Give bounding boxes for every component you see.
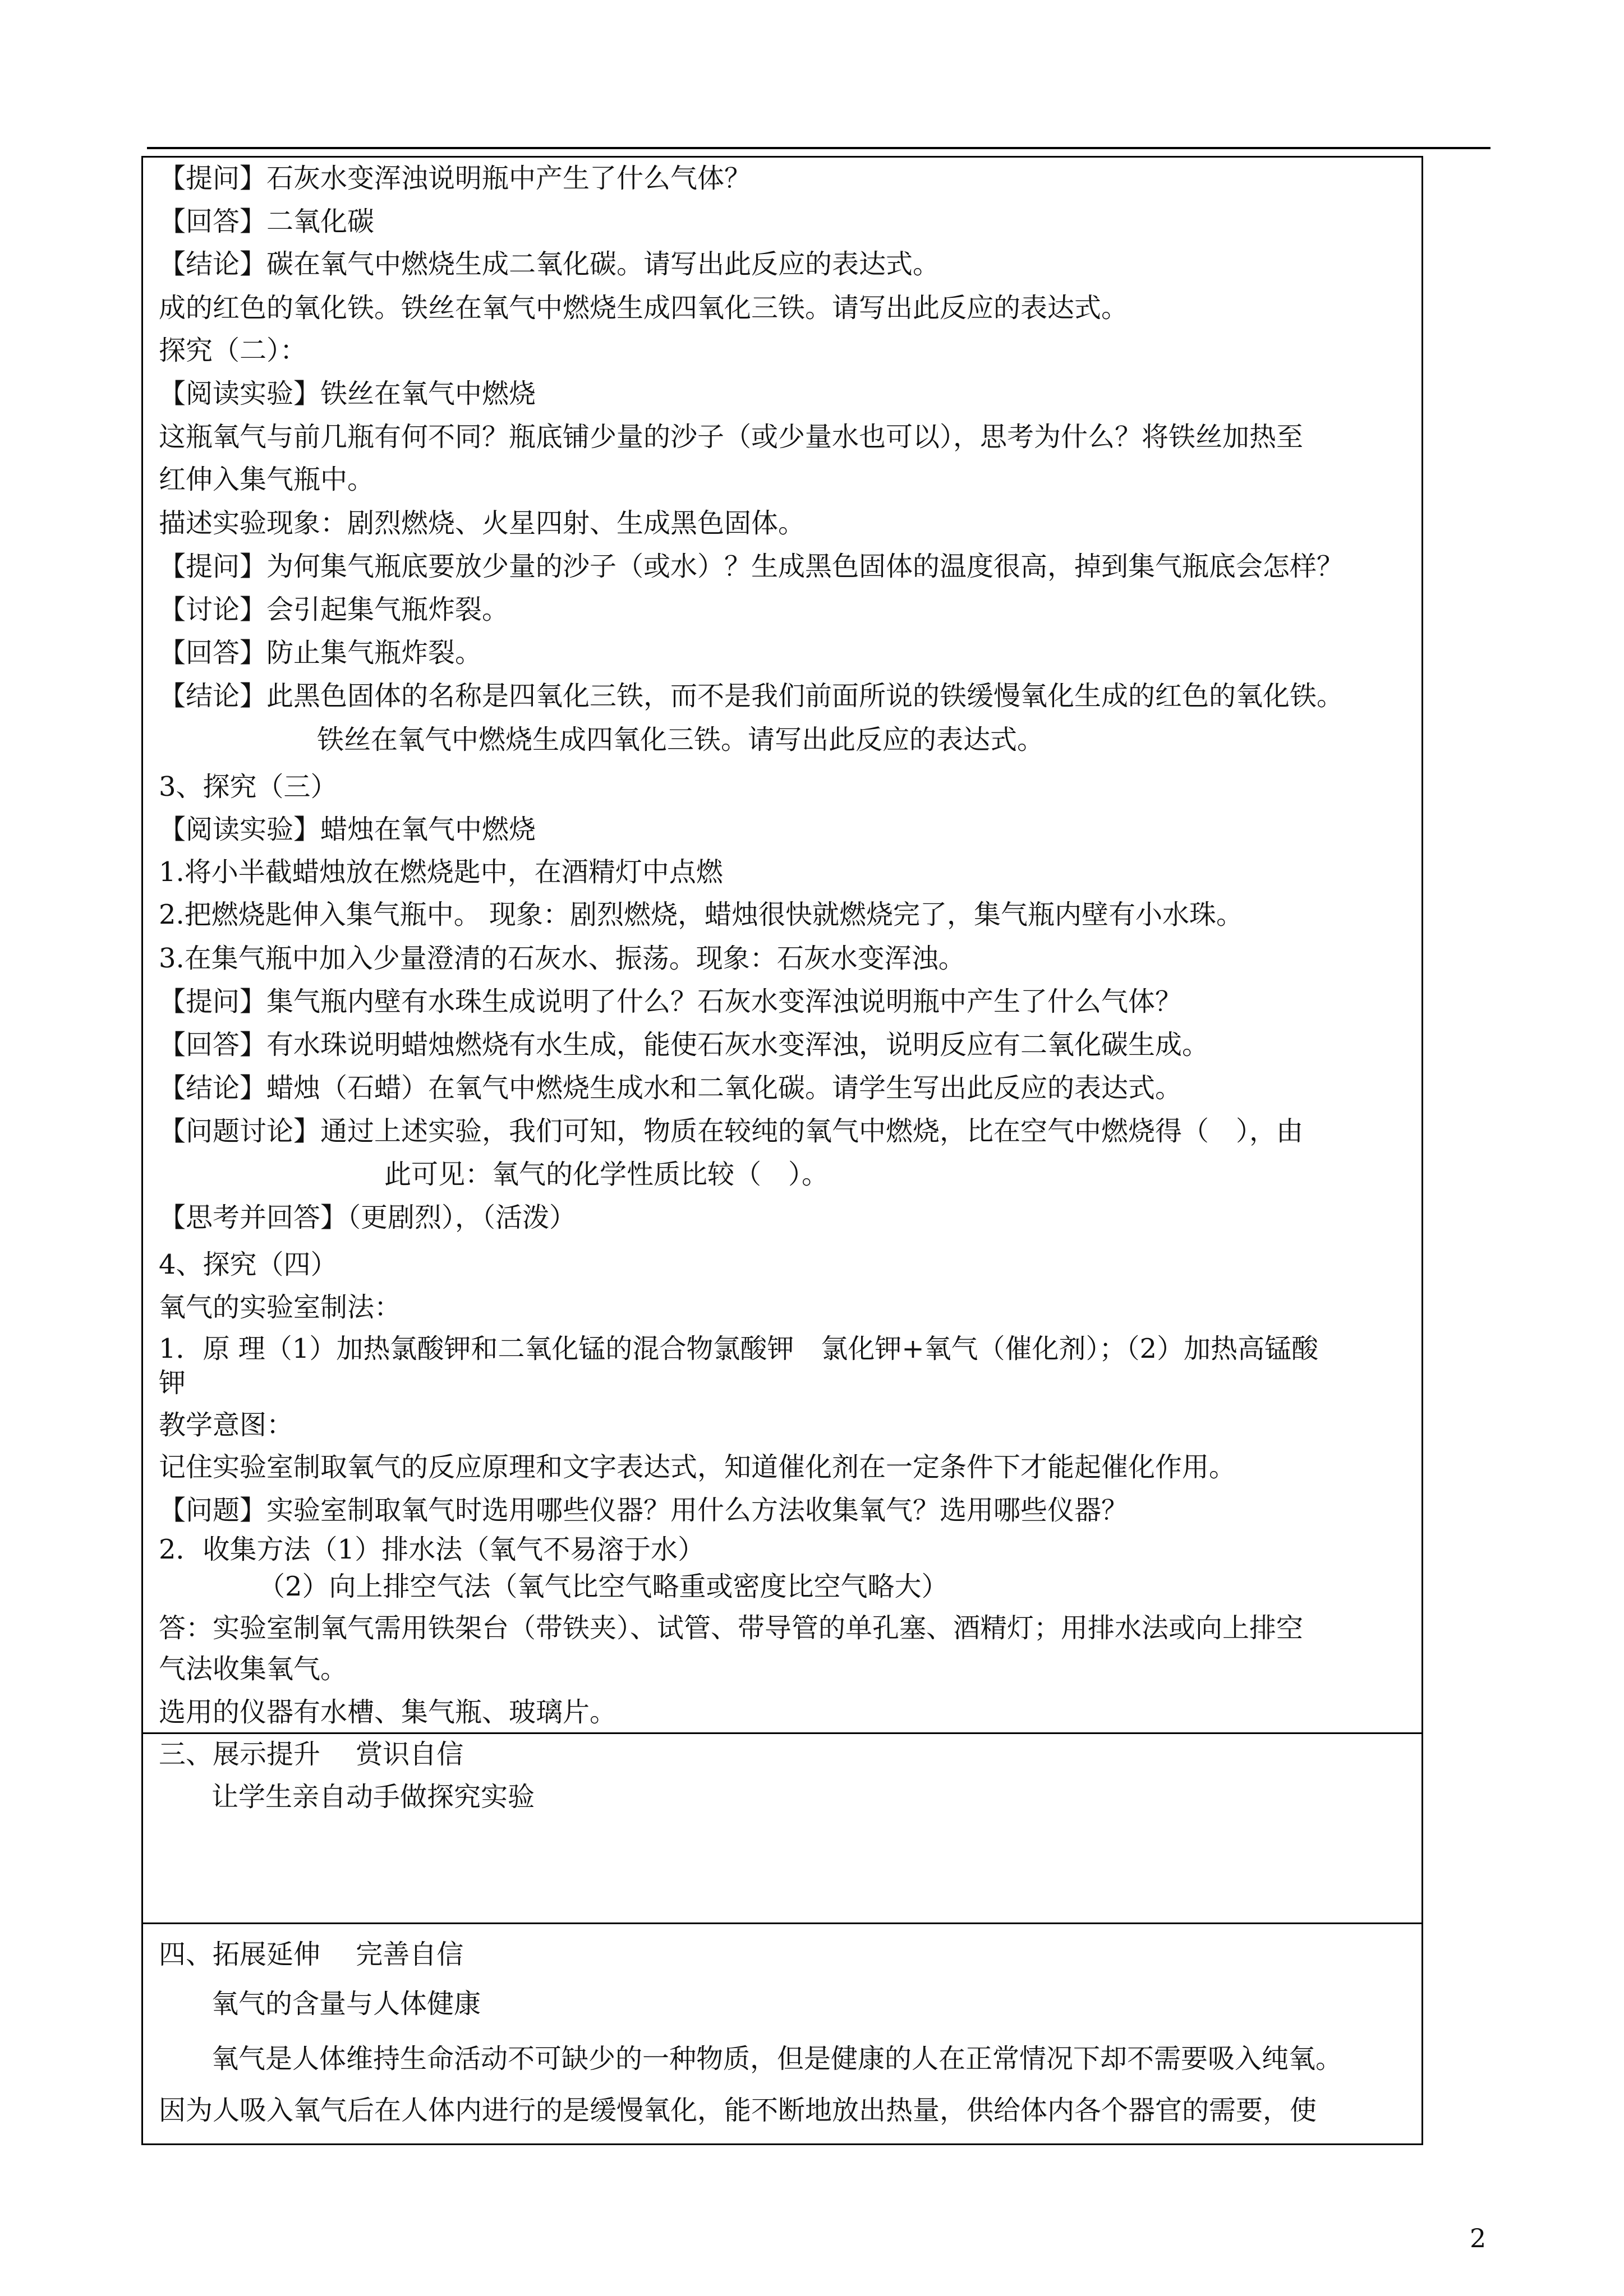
text-line: 1．原 理（1）加热氯酸钾和二氧化锰的混合物氯酸钾 氯化钾+氧气（催化剂）；（2）加热高锰酸 (159, 1333, 1319, 1364)
text-line: 【结论】此黑色固体的名称是四氧化三铁，而不是我们前面所说的铁缓慢氧化生成的红色的氧化铁。 (159, 680, 1344, 712)
text-line: 红伸入集气瓶中。 (159, 464, 375, 495)
text-line: 1.将小半截蜡烛放在燃烧匙中，在酒精灯中点燃 (159, 856, 723, 888)
text-line: 【结论】碳在氧气中燃烧生成二氧化碳。请写出此反应的表达式。 (159, 248, 940, 280)
text-line: 记住实验室制取氧气的反应原理和文字表达式，知道催化剂在一定条件下才能起催化作用。 (159, 1451, 1236, 1483)
text-line: 气法收集氧气。 (159, 1653, 348, 1685)
text-line: 铁丝在氧气中燃烧生成四氧化三铁。请写出此反应的表达式。 (317, 724, 1045, 755)
text-line: 此可见：氧气的化学性质比较（ ）。 (384, 1159, 829, 1190)
text-line: 4、探究（四） (159, 1249, 338, 1280)
text-line: 描述实验现象：剧烈燃烧、火星四射、生成黑色固体。 (159, 508, 806, 539)
text-line: 【提问】集气瓶内壁有水珠生成说明了什么？石灰水变浑浊说明瓶中产生了什么气体？ (159, 986, 1183, 1017)
text-line: 让学生亲自动手做探究实验 (211, 1781, 535, 1813)
text-line: 【提问】为何集气瓶底要放少量的沙子（或水）？生成黑色固体的温度很高，掉到集气瓶底会怎样？ (159, 551, 1344, 582)
text-line: 氧气的实验室制法： (159, 1292, 402, 1323)
text-line: 【阅读实验】铁丝在氧气中燃烧 (159, 378, 536, 409)
text-line: 【思考并回答】（更剧烈），（活泼） (159, 1202, 577, 1233)
text-line: （2）向上排空气法（氧气比空气略重或密度比空气略大） (258, 1571, 949, 1602)
text-line: 这瓶氧气与前几瓶有何不同？瓶底铺少量的沙子（或少量水也可以），思考为什么？将铁丝加热至 (159, 421, 1304, 453)
text-line: 【问题】实验室制取氧气时选用哪些仪器？用什么方法收集氧气？选用哪些仪器？ (159, 1495, 1129, 1526)
extension-cell (143, 1922, 1421, 2147)
text-line: 成的红色的氧化铁。铁丝在氧气中燃烧生成四氧化三铁。请写出此反应的表达式。 (159, 292, 1129, 324)
text-line: 氧气是人体维持生命活动不可缺少的一种物质，但是健康的人在正常情况下却不需要吸入纯氧。 (211, 2043, 1343, 2074)
header-rule (147, 147, 1490, 149)
text-line: 教学意图： (159, 1409, 294, 1441)
section-heading: 三、展示提升 赏识自信 (159, 1739, 464, 1770)
text-line: 3、探究（三） (159, 771, 338, 803)
lesson-table (141, 156, 1423, 2145)
text-line: 【回答】有水珠说明蜡烛燃烧有水生成，能使石灰水变浑浊，说明反应有二氧化碳生成。 (159, 1029, 1209, 1061)
text-line: 【问题讨论】通过上述实验，我们可知，物质在较纯的氧气中燃烧，比在空气中燃烧得（ ），由 (159, 1115, 1304, 1147)
text-line: 【回答】二氧化碳 (159, 206, 375, 237)
text-line: 选用的仪器有水槽、集气瓶、玻璃片。 (159, 1696, 617, 1728)
page-number: 2 (1470, 2223, 1487, 2253)
text-line: 探究（二）： (159, 335, 307, 366)
text-line: 【讨论】会引起集气瓶炸裂。 (159, 594, 509, 625)
text-line: 因为人吸入氧气后在人体内进行的是缓慢氧化，能不断地放出热量，供给体内各个器官的需要，使 (159, 2095, 1317, 2126)
text-line: 【提问】石灰水变浑浊说明瓶中产生了什么气体？ (159, 163, 752, 194)
text-line: 【回答】防止集气瓶炸裂。 (159, 637, 482, 668)
text-line: 【阅读实验】蜡烛在氧气中燃烧 (159, 814, 536, 845)
text-line: 钾 (159, 1367, 186, 1399)
section-heading: 四、拓展延伸 完善自信 (159, 1939, 464, 1970)
showcase-cell (143, 1732, 1421, 1922)
exploration-cell (143, 158, 1421, 1732)
text-line: 答：实验室制氧气需用铁架台（带铁夹）、试管、带导管的单孔塞、酒精灯；用排水法或向上排空 (159, 1612, 1304, 1644)
text-line: 2.把燃烧匙伸入集气瓶中。 现象：剧烈燃烧，蜡烛很快就燃烧完了，集气瓶内壁有小水珠。 (159, 899, 1244, 930)
text-line: 氧气的含量与人体健康 (211, 1988, 481, 2020)
text-line: 2．收集方法（1）排水法（氧气不易溶于水） (159, 1534, 705, 1565)
text-line: 3.在集气瓶中加入少量澄清的石灰水、振荡。现象：石灰水变浑浊。 (159, 943, 965, 974)
text-line: 【结论】蜡烛（石蜡）在氧气中燃烧生成水和二氧化碳。请学生写出此反应的表达式。 (159, 1072, 1183, 1104)
